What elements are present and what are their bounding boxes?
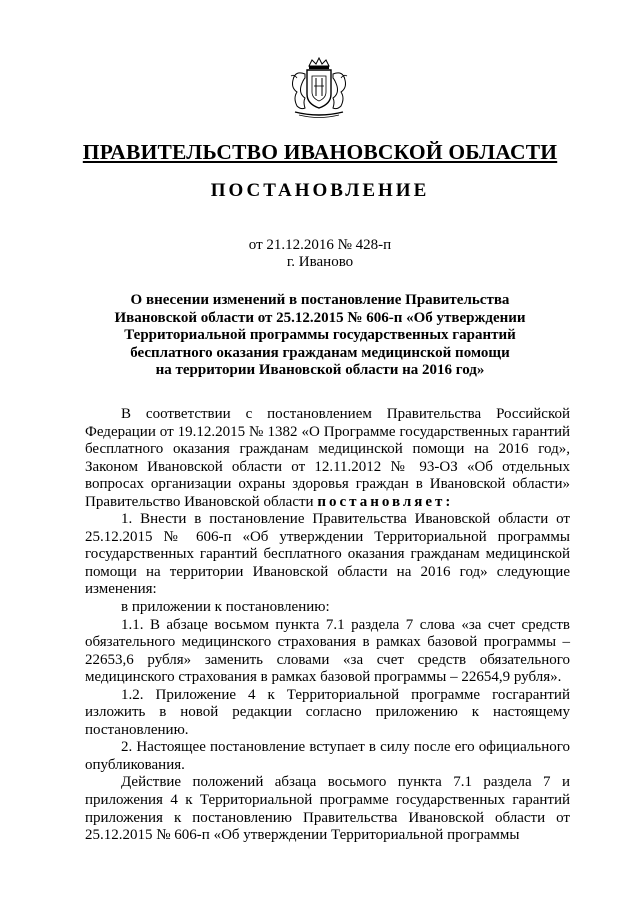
subject-line: Ивановской области от 25.12.2015 № 606-п «Об утверждении (114, 309, 526, 326)
resolution-keyword: постановляет: (317, 493, 454, 510)
document-body (85, 406, 570, 845)
subject-line: бесплатного оказания гражданам медицинской помощи (130, 344, 510, 361)
clause-1-1-paragraph: 1.1. В абзаце восьмом пункта 7.1 раздела 7 слова «за счет средств обязательного медицинского страхования в рамках базовой программы – 22653,6 рубля» заменить словами «за счет средств обязательного медицинского страхования в рамках базовой программы – 22654,9 рубля». (85, 616, 570, 686)
clause-1-2-paragraph: 1.2. Приложение 4 к Территориальной программе госгарантий изложить в новой редакции согласно приложению к настоящему постановлению. (85, 686, 570, 738)
coat-of-arms-icon (285, 56, 353, 120)
clause-2-paragraph: 2. Настоящее постановление вступает в силу после его официального опубликования. (85, 739, 570, 773)
preamble-text: В соответствии с постановлением Правительства Российской Федерации от 19.12.2015 № 1382 «О Программе государственных гарантий бесплатного оказания гражданам медицинской помощи на 2016 год», Законом Ивановской области от 12.11.2012 № 93-ОЗ «Об отдельных вопросах организации охраны здоровья граждан в Ивановской области» Правительство Ивановской области (85, 406, 570, 510)
subject-line: Территориальной программы государственных гарантий (124, 327, 516, 343)
document-subject (90, 292, 550, 380)
preamble-paragraph (85, 406, 570, 511)
subject-line: О внесении изменений в постановление Правительства (130, 292, 510, 308)
subject-line: на территории Ивановской области на 2016 год» (155, 362, 485, 378)
clause-1-paragraph: 1. Внести в постановление Правительства Ивановской области от 25.12.2015 № 606-п «Об утверждении Территориальной программы государственных гарантий бесплатного оказания гражданам медицинской помощи на территории Ивановской области на 2016 год» следующие изменения: (85, 511, 570, 598)
document-meta (200, 237, 440, 271)
organization-title: ПРАВИТЕЛЬСТВО ИВАНОВСКОЙ ОБЛАСТИ (82, 140, 558, 164)
effect-paragraph: Действие положений абзаца восьмого пункта 7.1 раздела 7 и приложения 4 к Территориальной программе государственных гарантий приложения к постановлению Правительства Ивановской области от 25.12.2015 № 606-п «Об утверждении Территориальной программы (85, 774, 570, 844)
document-date-number: от 21.12.2016 № 428-п (248, 237, 392, 253)
appendix-intro-paragraph: в приложении к постановлению: (121, 599, 330, 616)
document-city: г. Иваново (286, 254, 354, 270)
document-type-heading: ПОСТАНОВЛЕНИЕ (210, 180, 430, 201)
